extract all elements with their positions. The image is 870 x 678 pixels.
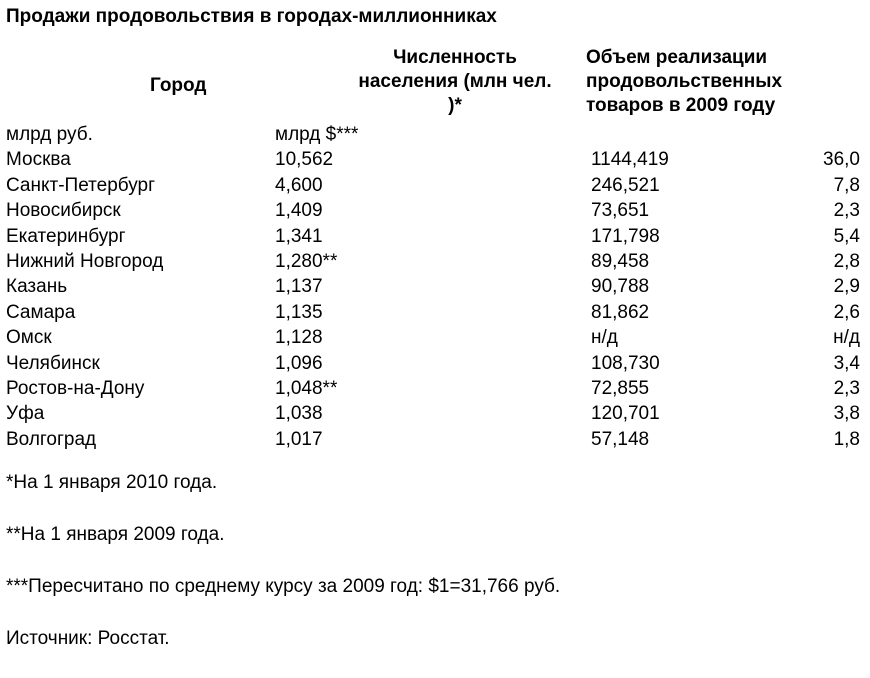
cell-population: 1,137 [275,276,323,298]
cell-population: 1,135 [275,301,323,323]
cell-population: 1,280** [275,251,338,273]
table-row [6,198,860,223]
cell-sales-usd: 2,3 [833,378,860,400]
cell-sales-rub: 72,855 [591,378,650,400]
cell-population: 1,017 [275,428,323,450]
cell-city: Самара [6,301,76,323]
table-row [6,325,860,350]
cell-sales-rub: н/д [591,327,618,349]
cell-city: Казань [6,276,68,298]
footnote-population-2010: *На 1 января 2010 года. [6,472,218,493]
cell-sales-rub: 90,788 [591,276,650,298]
table-row [6,427,860,452]
cell-sales-usd: 2,8 [833,251,860,273]
cell-city: Екатеринбург [6,225,126,247]
cell-city: Волгоград [6,428,97,450]
table-row [6,173,860,198]
table-row [6,249,860,274]
cell-city: Ростов-на-Дону [6,378,145,400]
cell-sales-usd: 2,3 [833,200,860,222]
subheader-row [6,122,860,147]
cell-city: Челябинск [6,352,100,374]
cell-city: Уфа [6,403,45,425]
column-header-sales-volume: Объем реализации продовольственных товаров в 2009 году [586,47,783,116]
cell-sales-usd: 7,8 [833,174,860,196]
cell-sales-usd: 36,0 [823,149,860,171]
cell-population: 1,048** [275,378,338,400]
column-header-city: Город [150,75,207,96]
cell-population: 1,038 [275,403,323,425]
cell-sales-rub: 120,701 [591,403,660,425]
cell-sales-usd: 2,9 [833,276,860,298]
table-row [6,300,860,325]
subheader-usd: млрд $*** [275,124,359,145]
table-row [6,351,860,376]
cell-population: 1,128 [275,327,323,349]
table-row [6,274,860,299]
subheader-empty [591,122,816,147]
cell-sales-usd: 3,8 [833,403,860,425]
cell-population: 1,096 [275,352,323,374]
cell-sales-rub: 81,862 [591,301,650,323]
cell-population: 4,600 [275,174,323,196]
sales-table [6,122,860,452]
cell-sales-rub: 108,730 [591,352,660,374]
cell-city: Санкт-Петербург [6,174,156,196]
cell-city: Москва [6,149,71,171]
footnotes [6,470,560,678]
table-body [6,122,860,452]
cell-sales-usd: 1,8 [833,428,860,450]
page-title: Продажи продовольствия в городах-миллионниках [6,6,497,27]
cell-city: Новосибирск [6,200,121,222]
cell-population: 1,341 [275,225,323,247]
cell-sales-rub: 89,458 [591,251,650,273]
cell-sales-rub: 73,651 [591,200,650,222]
subheader-empty [816,122,860,147]
footnote-source: Источник: Росстат. [6,628,170,649]
cell-sales-usd: н/д [833,327,860,349]
footnote-population-2009: **На 1 января 2009 года. [6,524,225,545]
subheader-rub: млрд руб. [6,124,93,145]
footnote-exchange-rate: ***Пересчитано по среднему курсу за 2009 год: $1=31,766 руб. [6,576,561,597]
cell-population: 1,409 [275,200,323,222]
column-header-population: Численность населения (млн чел. )* [358,47,552,116]
cell-city: Нижний Новгород [6,251,164,273]
cell-sales-usd: 3,4 [833,352,860,374]
cell-sales-rub: 1144,419 [591,149,669,171]
cell-sales-rub: 171,798 [591,225,660,247]
table-row [6,224,860,249]
table-row [6,376,860,401]
cell-city: Омск [6,327,52,349]
cell-sales-usd: 2,6 [833,301,860,323]
cell-sales-usd: 5,4 [833,225,860,247]
cell-sales-rub: 246,521 [591,174,660,196]
cell-population: 10,562 [275,149,334,171]
table-row [6,147,860,172]
table-row [6,401,860,426]
cell-sales-rub: 57,148 [591,428,650,450]
